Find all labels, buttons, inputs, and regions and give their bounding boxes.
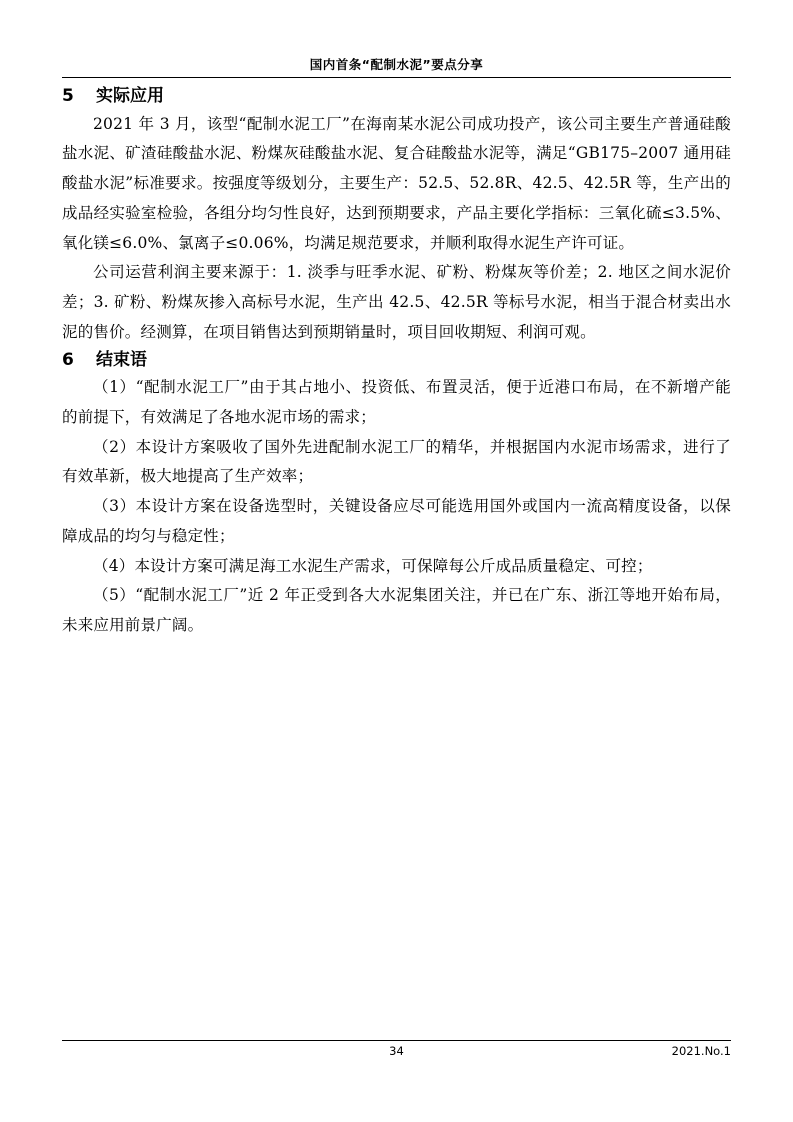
page-content xyxy=(62,0,731,1122)
paragraph-5-2: 公司运营利润主要来源于：1. 淡季与旺季水泥、矿粉、粉煤灰等价差；2. 地区之间水泥价差；3. 矿粉、粉煤灰掺入高标号水泥，生产出 42.5、42.5R 等标号水泥，相当于混合材卖出水泥的售价。经测算，在项目销售达到预期销量时，项目回收期短、利润可观。 xyxy=(62,263,731,341)
section-number-6: 6 xyxy=(62,349,74,370)
paragraph-6-4: （4）本设计方案可满足海工水泥生产需求，可保障每公斤成品质量稳定、可控； xyxy=(93,556,653,575)
section-title-6: 结束语 xyxy=(96,349,147,370)
section-number-5: 5 xyxy=(62,86,74,106)
section-title-5: 实际应用 xyxy=(96,86,164,106)
paragraph-6-1: （1）“配制水泥工厂”由于其占地小、投资低、布置灵活，便于近港口布局，在不新增产能的前提下，有效满足了各地水泥市场的需求； xyxy=(62,378,731,426)
running-header: 国内首条“配制水泥”要点分享 xyxy=(309,57,484,72)
paragraph-6-2: （2）本设计方案吸收了国外先进配制水泥工厂的精华，并根据国内水泥市场需求，进行了有效革新，极大地提高了生产效率； xyxy=(62,437,731,486)
footer-divider xyxy=(62,1040,731,1041)
page-number: 34 xyxy=(389,1044,404,1058)
issue-label: 2021.No.1 xyxy=(671,1044,731,1058)
body-area xyxy=(62,84,731,641)
section-heading-6 xyxy=(62,348,731,374)
header-divider xyxy=(62,77,731,78)
paragraph-6-5: （5）“配制水泥工厂”近 2 年正受到各大水泥集团关注，并已在广东、浙江等地开始布局，未来应用前景广阔。 xyxy=(62,586,731,634)
section-heading-5 xyxy=(62,84,731,110)
paragraph-6-3: （3）本设计方案在设备选型时，关键设备应尽可能选用国外或国内一流高精度设备，以保障成品的均匀与稳定性； xyxy=(62,497,731,545)
paragraph-5-1: 2021 年 3 月，该型“配制水泥工厂”在海南某水泥公司成功投产，该公司主要生产普通硅酸盐水泥、矿渣硅酸盐水泥、粉煤灰硅酸盐水泥、复合硅酸盐水泥等，满足“GB175–2007 通用硅酸盐水泥”标准要求。按强度等级划分，主要生产：52.5、52.8R、42.5、42.5R 等，生产出的成品经实验室检验，各组分均匀性良好，达到预期要求，产品主要化学指标：三氧化硫≤3.5%、氧化镁≤6.0%、氯离子≤0.06%，均满足规范要求，并顺利取得水泥生产许可证。 xyxy=(62,114,731,252)
